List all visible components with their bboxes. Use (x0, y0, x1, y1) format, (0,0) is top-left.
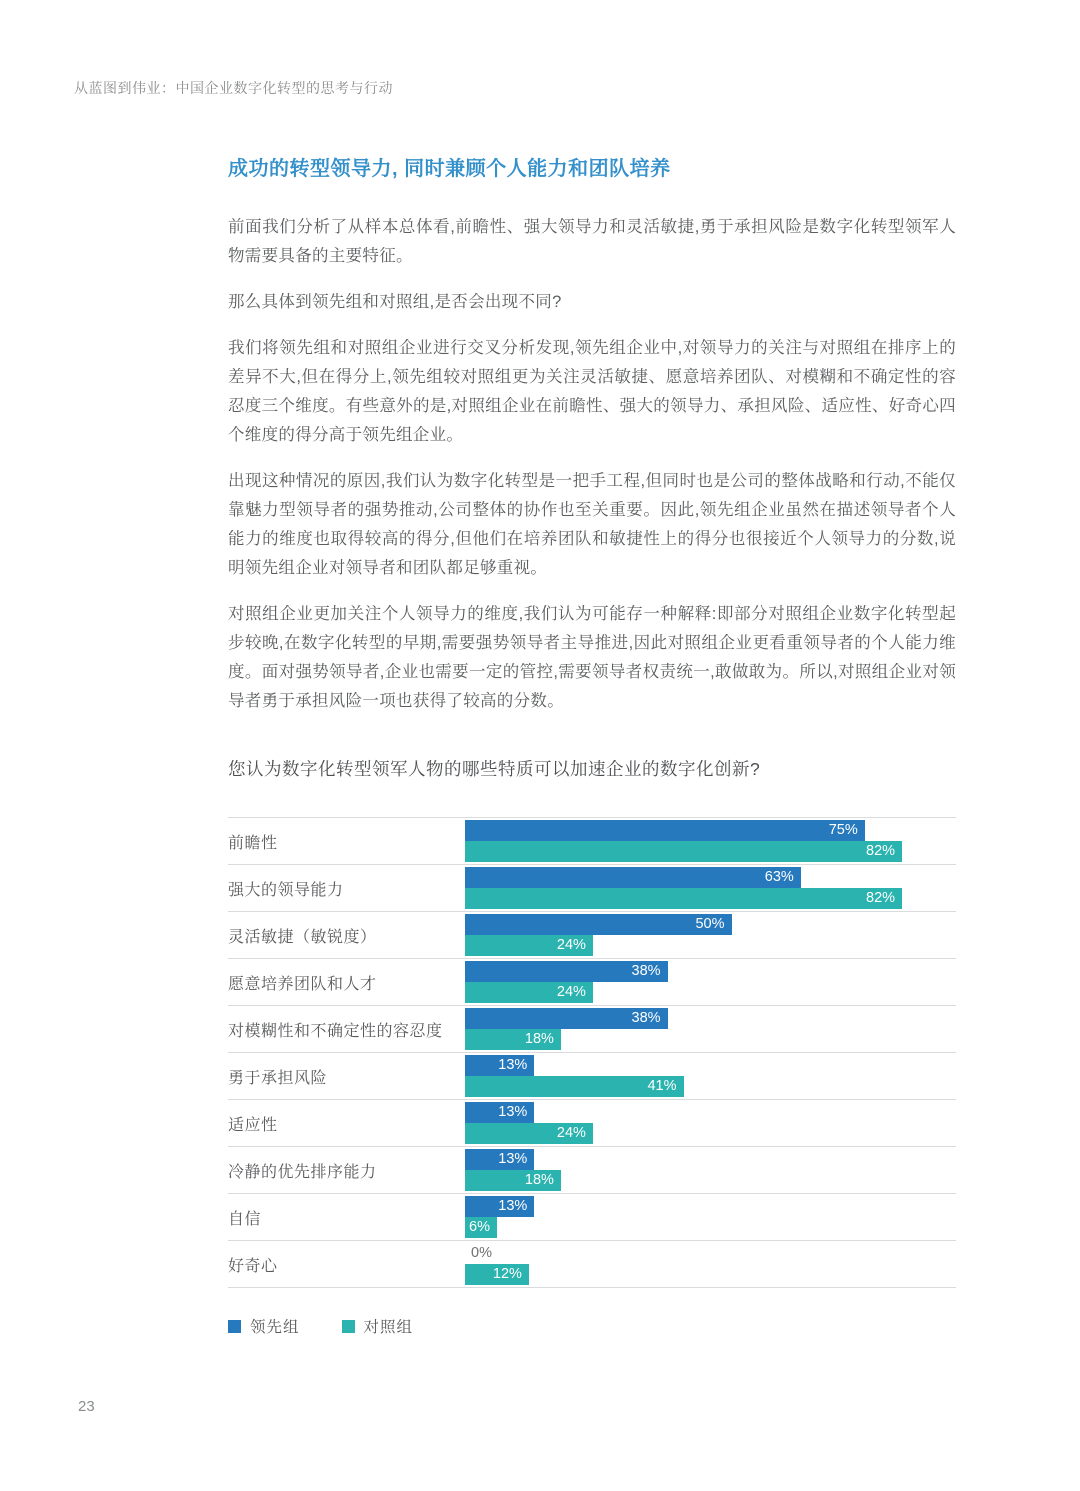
paragraph-2: 那么具体到领先组和对照组,是否会出现不同? (228, 293, 562, 311)
bar-对照组 (465, 888, 902, 909)
bar-领先组 (465, 1008, 668, 1029)
bar-对照组 (465, 1217, 497, 1238)
bar-对照组 (465, 841, 902, 862)
bar-value-label: 13% (498, 1198, 528, 1214)
chart-category-label: 自信 (228, 1210, 262, 1228)
bar-value-label: 38% (631, 963, 661, 979)
chart-legend (228, 1315, 956, 1337)
bar-对照组 (465, 1029, 561, 1050)
bar-对照组 (465, 982, 593, 1003)
bar-对照组 (465, 1123, 593, 1144)
chart-title: 您认为数字化转型领军人物的哪些特质可以加速企业的数字化创新? (228, 759, 761, 779)
bar-value-label: 24% (556, 937, 586, 953)
chart-bar-group (465, 820, 956, 862)
chart-bar-group (465, 1008, 956, 1050)
chart-category-label: 适应性 (228, 1116, 278, 1134)
chart-row (228, 818, 956, 865)
bar-领先组 (465, 867, 801, 888)
bar-领先组 (465, 1243, 956, 1264)
legend-swatch-icon (342, 1320, 355, 1333)
bar-领先组 (465, 1149, 534, 1170)
chart-bar-group (465, 1102, 956, 1144)
bar-value-label: 18% (524, 1172, 554, 1188)
bar-value-label: 13% (498, 1104, 528, 1120)
bar-value-label: 41% (647, 1078, 677, 1094)
paragraph-3: 我们将领先组和对照组企业进行交叉分析发现,领先组企业中,对领导力的关注与对照组在排序上的差异不大,但在得分上,领先组较对照组更为关注灵活敏捷、愿意培养团队、对模糊和不确定性的容忍度三个维度。有些意外的是,对照组企业在前瞻性、强大的领导力、承担风险、适应性、好奇心四个维度的得分高于领先组企业。 (228, 339, 956, 444)
bar-领先组 (465, 914, 732, 935)
running-header: 从蓝图到伟业：中国企业数字化转型的思考与行动 (74, 80, 393, 96)
bar-chart (228, 817, 956, 1288)
bar-对照组 (465, 935, 593, 956)
chart-bar-group (465, 867, 956, 909)
bar-领先组 (465, 820, 865, 841)
chart-row (228, 1241, 956, 1288)
legend-label: 领先组 (250, 1319, 300, 1336)
section-heading: 成功的转型领导力, 同时兼顾个人能力和团队培养 (228, 158, 671, 180)
chart-category-label: 前瞻性 (228, 834, 278, 852)
bar-value-label: 50% (695, 916, 725, 932)
chart-category-label: 灵活敏捷（敏锐度） (228, 928, 377, 946)
chart-category-label: 好奇心 (228, 1257, 278, 1275)
bar-对照组 (465, 1076, 684, 1097)
bar-value-label: 13% (498, 1151, 528, 1167)
chart-category-label: 强大的领导能力 (228, 881, 344, 899)
bar-value-label: 75% (828, 822, 858, 838)
chart-bar-group (465, 914, 956, 956)
chart-category-label: 冷静的优先排序能力 (228, 1163, 377, 1181)
chart-row (228, 1147, 956, 1194)
legend-label: 对照组 (363, 1319, 414, 1336)
bar-领先组 (465, 1055, 534, 1076)
chart-category-label: 愿意培养团队和人才 (228, 975, 377, 993)
bar-value-label: 82% (866, 843, 896, 859)
bar-value-label: 24% (556, 984, 586, 1000)
chart-row (228, 912, 956, 959)
chart-row (228, 1100, 956, 1147)
article-content (228, 152, 956, 1337)
chart-bar-group (465, 1055, 956, 1097)
bar-value-label: 0% (471, 1245, 492, 1261)
paragraph-5: 对照组企业更加关注个人领导力的维度,我们认为可能存一种解释:即部分对照组企业数字化转型起步较晚,在数字化转型的早期,需要强势领导者主导推进,因此对照组企业更看重领导者的个人能力维度。面对强势领导者,企业也需要一定的管控,需要领导者权责统一,敢做敢为。所以,对照组企业对领导者勇于承担风险一项也获得了较高的分数。 (228, 605, 956, 710)
chart-row (228, 1006, 956, 1053)
bar-领先组 (465, 1102, 534, 1123)
bar-value-label: 24% (556, 1125, 586, 1141)
chart-row (228, 1194, 956, 1241)
chart-row (228, 959, 956, 1006)
paragraph-4: 出现这种情况的原因,我们认为数字化转型是一把手工程,但同时也是公司的整体战略和行动,不能仅靠魅力型领导者的强势推动,公司整体的协作也至关重要。因此,领先组企业虽然在描述领导者个人能力的维度也取得较高的得分,但他们在培养团队和敏捷性上的得分也很接近个人领导力的分数,说明领先组企业对领导者和团队都足够重视。 (228, 472, 956, 577)
chart-bar-group (465, 1196, 956, 1238)
legend-swatch-icon (228, 1320, 241, 1333)
legend-item-领先组 (228, 1315, 300, 1337)
bar-对照组 (465, 1170, 561, 1191)
bar-对照组 (465, 1264, 529, 1285)
page-number: 23 (78, 1398, 95, 1415)
bar-value-label: 6% (469, 1219, 490, 1235)
chart-row (228, 1053, 956, 1100)
bar-value-label: 18% (524, 1031, 554, 1047)
bar-value-label: 82% (866, 890, 896, 906)
chart-row (228, 865, 956, 912)
paragraph-1: 前面我们分析了从样本总体看,前瞻性、强大领导力和灵活敏捷,勇于承担风险是数字化转型领军人物需要具备的主要特征。 (228, 218, 956, 265)
bar-value-label: 63% (764, 869, 794, 885)
bar-value-label: 12% (492, 1266, 522, 1282)
bar-领先组 (465, 961, 668, 982)
legend-item-对照组 (342, 1315, 414, 1337)
chart-bar-group (465, 1243, 956, 1285)
chart-category-label: 对模糊性和不确定性的容忍度 (228, 1022, 443, 1040)
chart-category-label: 勇于承担风险 (228, 1069, 328, 1087)
bar-领先组 (465, 1196, 534, 1217)
chart-bar-group (465, 1149, 956, 1191)
bar-value-label: 13% (498, 1057, 528, 1073)
bar-value-label: 38% (631, 1010, 661, 1026)
chart-bar-group (465, 961, 956, 1003)
